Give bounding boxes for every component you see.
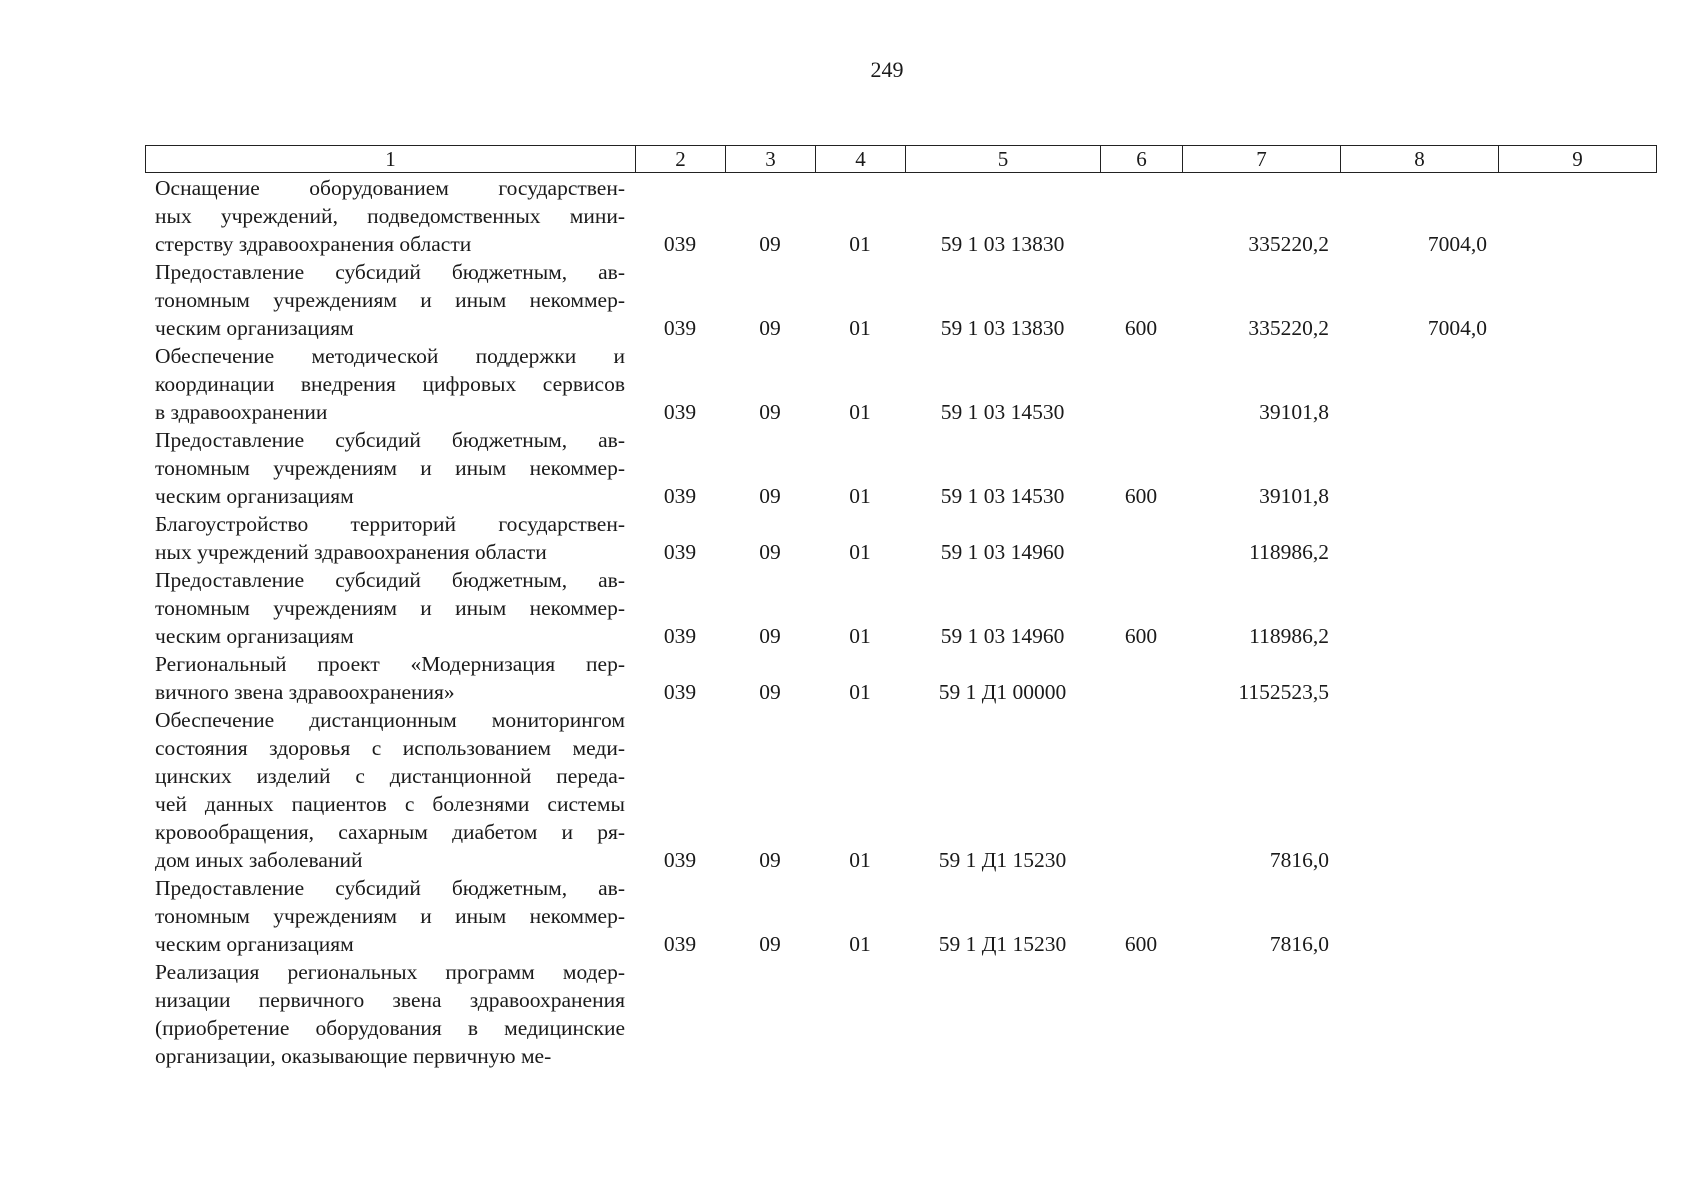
section-code-cell: 09 bbox=[759, 540, 781, 564]
ministry-code-cell: 039 bbox=[663, 624, 697, 648]
amount-cell: 7816,0 bbox=[1269, 932, 1329, 956]
table-row bbox=[145, 706, 1656, 874]
description-line: стерству здравоохранения области bbox=[155, 232, 472, 256]
col-9-cell bbox=[1498, 426, 1656, 510]
row-description bbox=[145, 566, 635, 650]
table-header bbox=[145, 145, 1657, 173]
description-line: состояния здоровья с использованием меди- bbox=[155, 736, 625, 760]
subsection-code-cell: 01 bbox=[849, 624, 871, 648]
description-line: ных учреждений здравоохранения области bbox=[155, 540, 547, 564]
target-article-cell: 59 1 03 14530 bbox=[940, 400, 1065, 424]
col-9-cell bbox=[1498, 650, 1656, 706]
description-line: ческим организациям bbox=[155, 624, 354, 648]
federal-amount-cell bbox=[1340, 566, 1498, 650]
table-row bbox=[145, 258, 1656, 342]
budget-table bbox=[145, 174, 1656, 1070]
amount-cell: 335220,2 bbox=[1248, 316, 1329, 340]
description-line: Предоставление субсидий бюджетным, ав- bbox=[155, 260, 625, 284]
expense-type-cell bbox=[1100, 174, 1182, 258]
description-line: Благоустройство территорий государствен- bbox=[155, 512, 625, 536]
federal-amount-cell bbox=[1340, 874, 1498, 958]
col-9-cell bbox=[1498, 706, 1656, 874]
header-col-3: 3 bbox=[726, 146, 816, 173]
section-code-cell: 09 bbox=[759, 680, 781, 704]
ministry-code-cell: 039 bbox=[663, 848, 697, 872]
expense-type-cell: 600 bbox=[1124, 624, 1158, 648]
target-article-cell: 59 1 Д1 00000 bbox=[938, 680, 1067, 704]
amount-cell: 39101,8 bbox=[1259, 400, 1329, 424]
row-description bbox=[145, 342, 635, 426]
expense-type-cell: 600 bbox=[1124, 932, 1158, 956]
federal-amount-cell bbox=[1340, 958, 1498, 1070]
federal-amount-cell: 7004,0 bbox=[1427, 316, 1487, 340]
target-article-cell: 59 1 Д1 15230 bbox=[938, 848, 1067, 872]
subsection-code-cell: 01 bbox=[849, 540, 871, 564]
row-description bbox=[145, 706, 635, 874]
description-line: Обеспечение дистанционным мониторингом bbox=[155, 708, 625, 732]
section-code-cell: 09 bbox=[759, 232, 781, 256]
description-line: организации, оказывающие первичную ме- bbox=[155, 1044, 552, 1068]
federal-amount-cell bbox=[1340, 706, 1498, 874]
ministry-code-cell bbox=[635, 958, 725, 1070]
description-line: ческим организациям bbox=[155, 932, 354, 956]
target-article-cell: 59 1 03 14960 bbox=[940, 624, 1065, 648]
header-row bbox=[146, 146, 1657, 173]
amount-cell: 1152523,5 bbox=[1238, 680, 1329, 704]
ministry-code-cell: 039 bbox=[663, 400, 697, 424]
description-line: Обеспечение методической поддержки и bbox=[155, 344, 625, 368]
description-line: Оснащение оборудованием государствен- bbox=[155, 176, 625, 200]
target-article-cell bbox=[905, 958, 1100, 1070]
section-code-cell: 09 bbox=[759, 848, 781, 872]
page-number: 249 bbox=[870, 57, 904, 82]
ministry-code-cell: 039 bbox=[663, 232, 697, 256]
ministry-code-cell: 039 bbox=[663, 540, 697, 564]
subsection-code-cell: 01 bbox=[849, 232, 871, 256]
description-line: ных учреждений, подведомственных мини- bbox=[155, 204, 625, 228]
col-9-cell bbox=[1498, 874, 1656, 958]
col-9-cell bbox=[1498, 566, 1656, 650]
description-line: (приобретение оборудования в медицинские bbox=[155, 1016, 625, 1040]
header-col-1: 1 bbox=[146, 146, 636, 173]
description-line: тономным учреждениям и иным некоммер- bbox=[155, 288, 625, 312]
description-line: ческим организациям bbox=[155, 316, 354, 340]
description-line: цинских изделий с дистанционной переда- bbox=[155, 764, 625, 788]
ministry-code-cell: 039 bbox=[663, 932, 697, 956]
ministry-code-cell: 039 bbox=[663, 680, 697, 704]
ministry-code-cell: 039 bbox=[663, 316, 697, 340]
description-line: тономным учреждениям и иным некоммер- bbox=[155, 596, 625, 620]
row-description bbox=[145, 174, 635, 258]
header-col-7: 7 bbox=[1183, 146, 1341, 173]
expense-type-cell bbox=[1100, 706, 1182, 874]
subsection-code-cell: 01 bbox=[849, 848, 871, 872]
header-col-9: 9 bbox=[1499, 146, 1657, 173]
target-article-cell: 59 1 03 13830 bbox=[940, 316, 1065, 340]
col-9-cell bbox=[1498, 510, 1656, 566]
subsection-code-cell bbox=[815, 958, 905, 1070]
target-article-cell: 59 1 Д1 15230 bbox=[938, 932, 1067, 956]
target-article-cell: 59 1 03 14530 bbox=[940, 484, 1065, 508]
description-line: вичного звена здравоохранения» bbox=[155, 680, 455, 704]
expense-type-cell bbox=[1100, 958, 1182, 1070]
table-row bbox=[145, 174, 1656, 258]
amount-cell: 39101,8 bbox=[1259, 484, 1329, 508]
header-col-6: 6 bbox=[1101, 146, 1183, 173]
description-line: чей данных пациентов с болезнями системы bbox=[155, 792, 625, 816]
federal-amount-cell bbox=[1340, 426, 1498, 510]
table-row bbox=[145, 650, 1656, 706]
expense-type-cell bbox=[1100, 342, 1182, 426]
subsection-code-cell: 01 bbox=[849, 400, 871, 424]
subsection-code-cell: 01 bbox=[849, 680, 871, 704]
row-description bbox=[145, 258, 635, 342]
amount-cell: 335220,2 bbox=[1248, 232, 1329, 256]
description-line: дом иных заболеваний bbox=[155, 848, 363, 872]
col-9-cell bbox=[1498, 342, 1656, 426]
expense-type-cell: 600 bbox=[1124, 316, 1158, 340]
description-line: ческим организациям bbox=[155, 484, 354, 508]
target-article-cell: 59 1 03 14960 bbox=[940, 540, 1065, 564]
table-row bbox=[145, 342, 1656, 426]
section-code-cell: 09 bbox=[759, 932, 781, 956]
amount-cell: 118986,2 bbox=[1249, 624, 1329, 648]
header-col-8: 8 bbox=[1341, 146, 1499, 173]
amount-cell bbox=[1182, 958, 1340, 1070]
table-row bbox=[145, 566, 1656, 650]
ministry-code-cell: 039 bbox=[663, 484, 697, 508]
subsection-code-cell: 01 bbox=[849, 316, 871, 340]
federal-amount-cell bbox=[1340, 510, 1498, 566]
federal-amount-cell bbox=[1340, 650, 1498, 706]
header-col-5: 5 bbox=[906, 146, 1101, 173]
description-line: тономным учреждениям и иным некоммер- bbox=[155, 904, 625, 928]
amount-cell: 7816,0 bbox=[1269, 848, 1329, 872]
federal-amount-cell bbox=[1340, 342, 1498, 426]
target-article-cell: 59 1 03 13830 bbox=[940, 232, 1065, 256]
subsection-code-cell: 01 bbox=[849, 484, 871, 508]
table-row bbox=[145, 510, 1656, 566]
row-description bbox=[145, 510, 635, 566]
table-row bbox=[145, 958, 1656, 1070]
row-description bbox=[145, 874, 635, 958]
federal-amount-cell: 7004,0 bbox=[1427, 232, 1487, 256]
description-line: Предоставление субсидий бюджетным, ав- bbox=[155, 428, 625, 452]
row-description bbox=[145, 650, 635, 706]
description-line: Реализация региональных программ модер- bbox=[155, 960, 625, 984]
col-9-cell bbox=[1498, 958, 1656, 1070]
table-row bbox=[145, 874, 1656, 958]
section-code-cell: 09 bbox=[759, 484, 781, 508]
col-9-cell bbox=[1498, 174, 1656, 258]
header-col-2: 2 bbox=[636, 146, 726, 173]
table-row bbox=[145, 426, 1656, 510]
col-9-cell bbox=[1498, 258, 1656, 342]
description-line: Предоставление субсидий бюджетным, ав- bbox=[155, 568, 625, 592]
row-description bbox=[145, 958, 635, 1070]
expense-type-cell: 600 bbox=[1124, 484, 1158, 508]
description-line: Региональный проект «Модернизация пер- bbox=[155, 652, 625, 676]
amount-cell: 118986,2 bbox=[1249, 540, 1329, 564]
description-line: тономным учреждениям и иным некоммер- bbox=[155, 456, 625, 480]
description-line: Предоставление субсидий бюджетным, ав- bbox=[155, 876, 625, 900]
section-code-cell bbox=[725, 958, 815, 1070]
description-line: координации внедрения цифровых сервисов bbox=[155, 372, 625, 396]
header-col-4: 4 bbox=[816, 146, 906, 173]
section-code-cell: 09 bbox=[759, 316, 781, 340]
section-code-cell: 09 bbox=[759, 624, 781, 648]
subsection-code-cell: 01 bbox=[849, 932, 871, 956]
expense-type-cell bbox=[1100, 650, 1182, 706]
description-line: низации первичного звена здравоохранения bbox=[155, 988, 625, 1012]
expense-type-cell bbox=[1100, 510, 1182, 566]
description-line: кровообращения, сахарным диабетом и ря- bbox=[155, 820, 625, 844]
section-code-cell: 09 bbox=[759, 400, 781, 424]
description-line: в здравоохранении bbox=[155, 400, 328, 424]
row-description bbox=[145, 426, 635, 510]
